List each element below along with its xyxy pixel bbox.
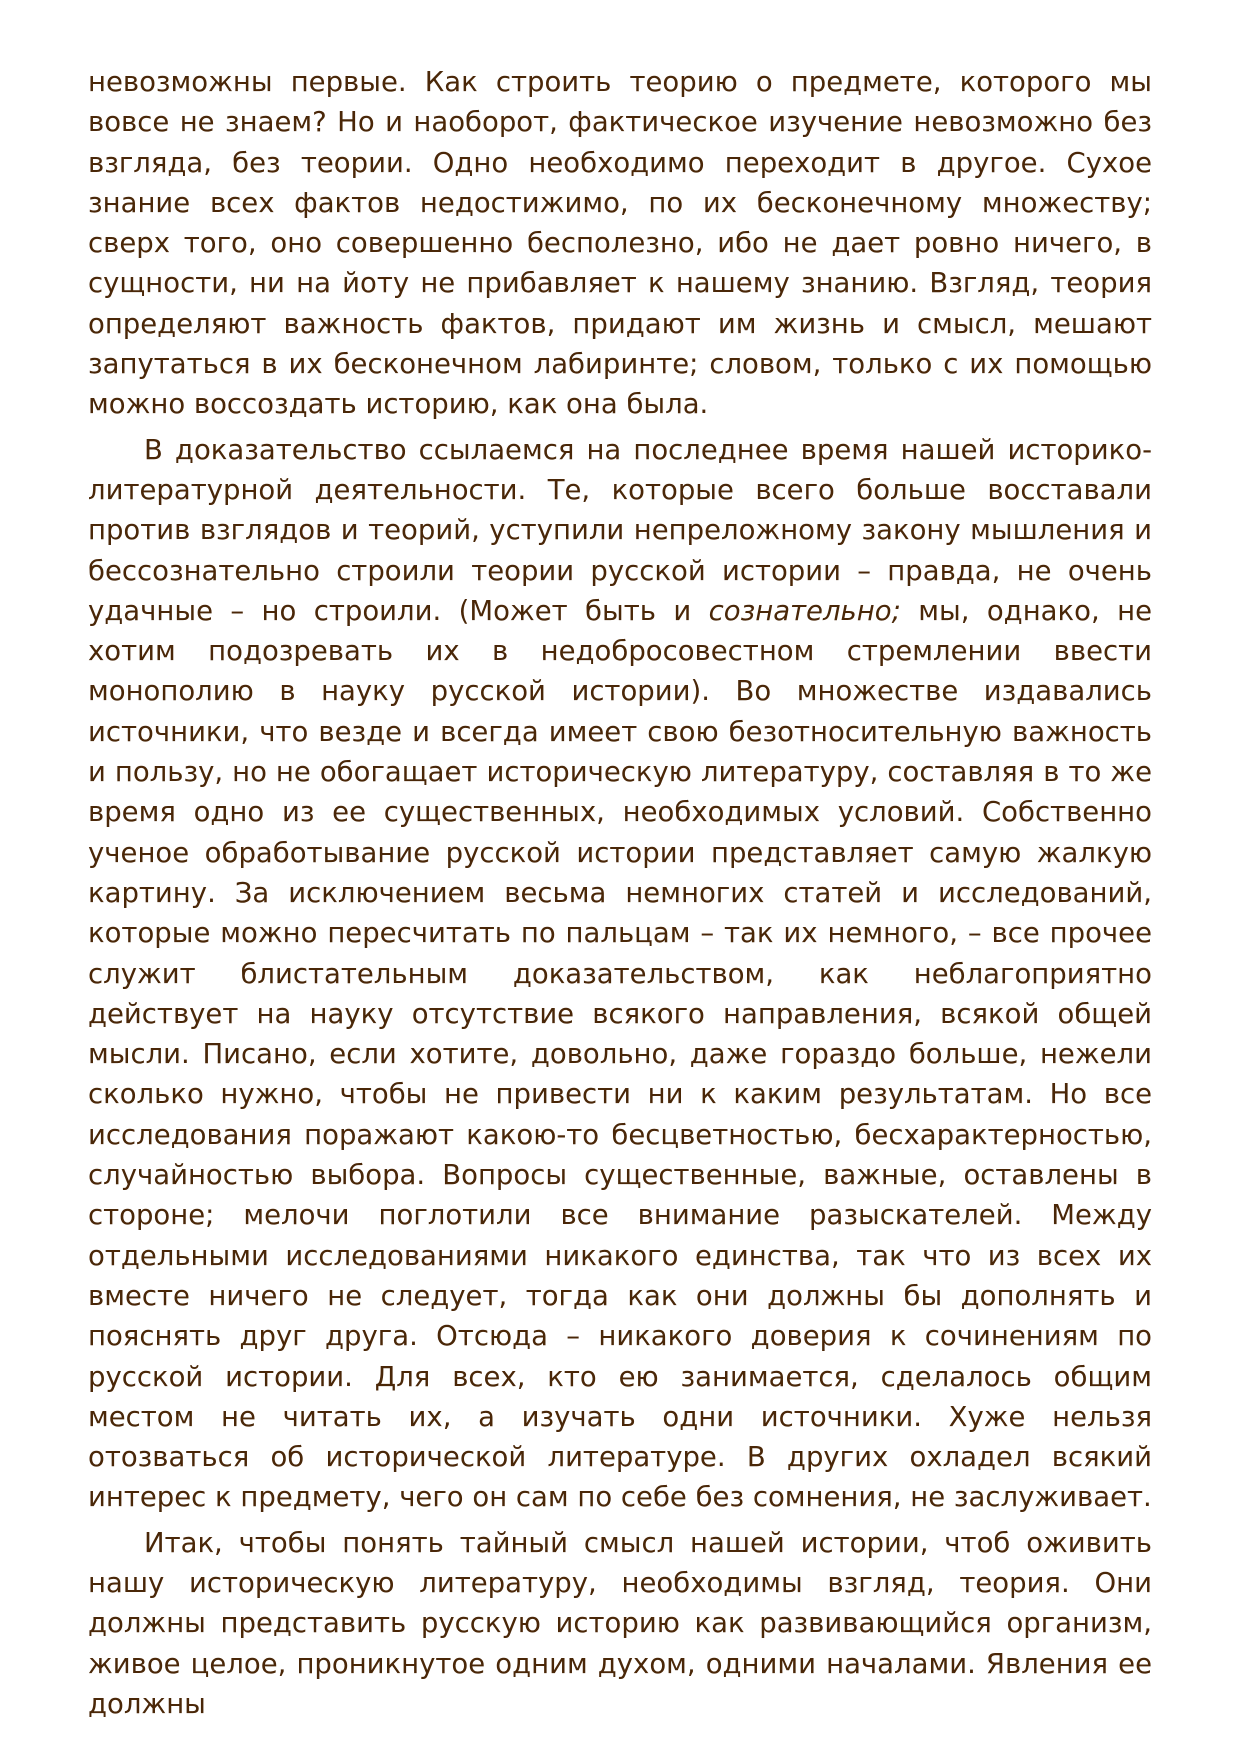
- paragraph-2-text-a: В доказательство ссылаемся на последнее время нашей историко-литературной деятельности. Те, которые всего больше восставали против взглядов и теорий, уступили непреложному закону мышления и бессознательно строили теории русской истории – правда, не очень удачные – но строили. (Может быть и: [88, 433, 1152, 627]
- paragraph-3-text: Итак, чтобы понять тайный смысл нашей истории, чтоб оживить нашу историческую литературу, необходимы взгляд, теория. Они должны представить русскую историю как развивающийся организм, живое целое, проникнутое одним духом, одними началами. Явления ее должны: [88, 1526, 1152, 1720]
- document-page: [88, 62, 1152, 1724]
- paragraph-2: [88, 430, 1152, 1518]
- paragraph-1-text: невозможны первые. Как строить теорию о предмете, которого мы вовсе не знаем? Но и наоборот, фактическое изучение невозможно без взгляда, без теории. Одно необходимо переходит в другое. Сухое знание всех фактов недостижимо, по их бесконечному множеству; сверх того, оно совершенно бесполезно, ибо не дает ровно ничего, в сущности, ни на йоту не прибавляет к нашему знанию. Взгляд, теория определяют важность фактов, придают им жизнь и смысл, мешают запутаться в их бесконечном лабиринте; словом, только с их помощью можно воссоздать историю, как она была.: [88, 66, 1152, 421]
- paragraph-1: [88, 62, 1152, 425]
- paragraph-2-text-b: мы, однако, не хотим подозревать их в недобросовестном стремлении ввести монополию в науку русской истории). Во множестве издавались источники, что везде и всегда имеет свою безотносительную важность и пользу, но не обогащает историческую литературу, составляя в то же время одно из ее существенных, необходимых условий. Собственно ученое обработывание русской истории представляет самую жалкую картину. За исключением весьма немногих статей и исследований, которые можно пересчитать по пальцам – так их немного, – все прочее служит блистательным доказательством, как неблагоприятно действует на науку отсутствие всякого направления, всякой общей мысли. Писано, если хотите, довольно, даже гораздо больше, нежели сколько нужно, чтобы не привести ни к каким результатам. Но все исследования поражают какою-то бесцветностью, бесхарактерностью, случайностью выбора. Вопросы существенные, важные, оставлены в стороне; мелочи поглотили все внимание разыскателей. Между отдельными исследованиями никакого единства, так что из всех их вместе ничего не следует, тогда как они должны бы дополнять и пояснять друг друга. Отсюда – никакого доверия к сочинениям по русской истории. Для всех, кто ею занимается, сделалось общим местом не читать их, а изучать одни источники. Хуже нельзя отозваться об исторической литературе. В других охладел всякий интерес к предмету, чего он сам по себе без сомнения, не заслуживает.: [88, 594, 1153, 1514]
- paragraph-2-italic-word: сознательно;: [708, 594, 901, 627]
- paragraph-3: [88, 1523, 1152, 1724]
